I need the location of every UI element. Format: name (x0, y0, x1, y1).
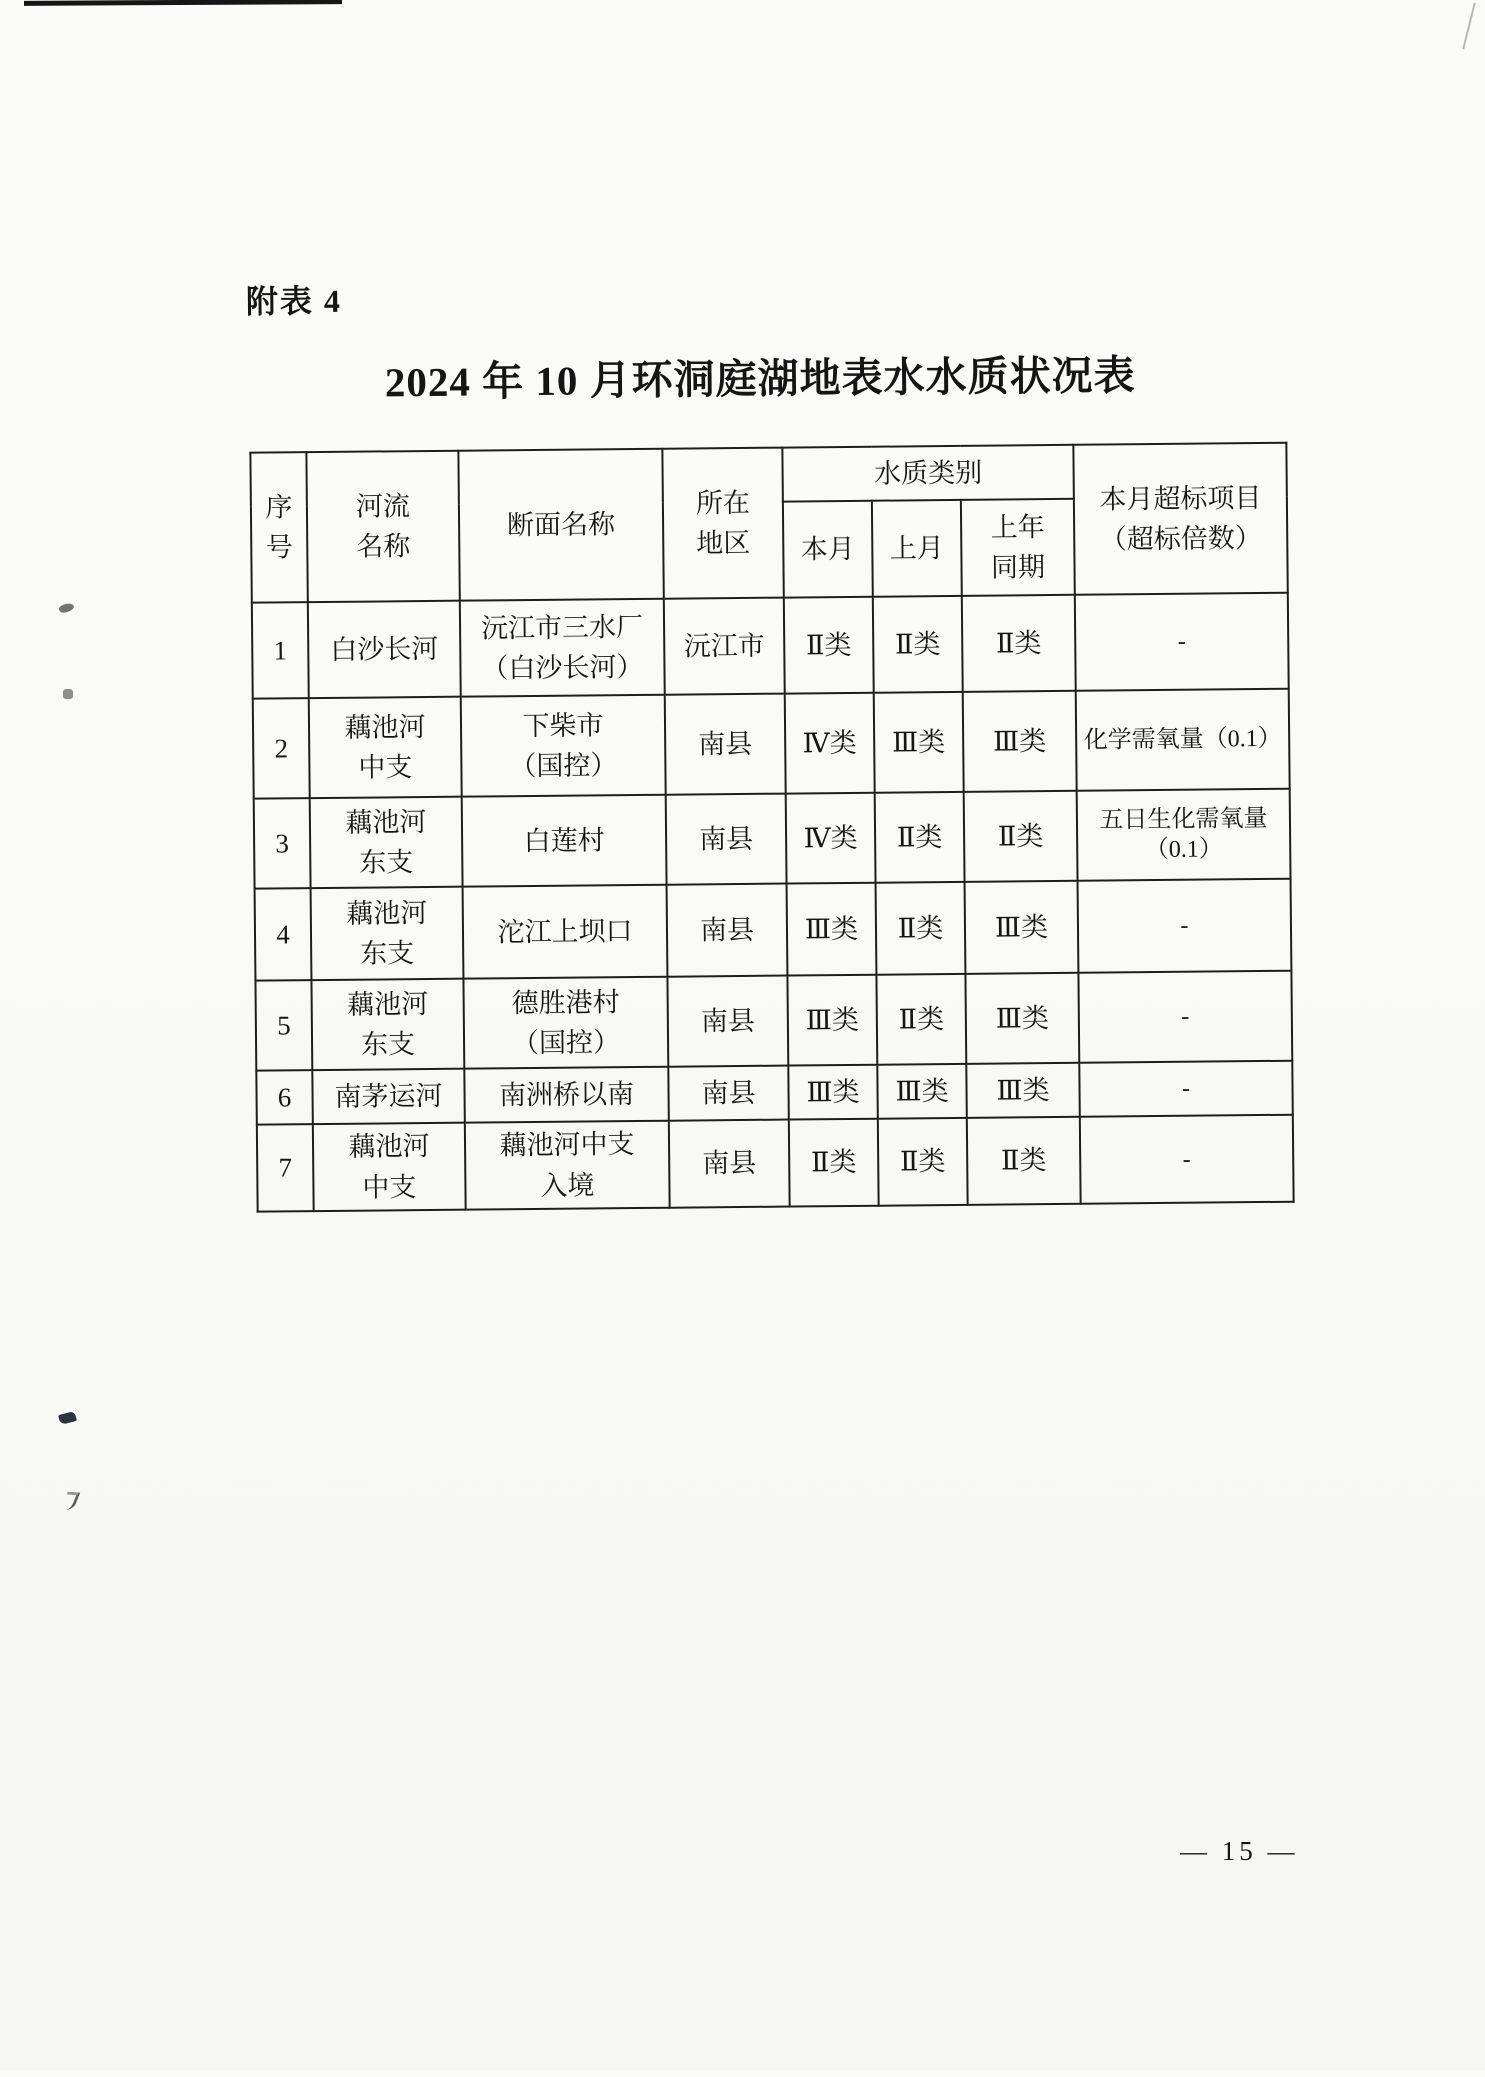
cell-last-year: Ⅲ类 (963, 691, 1077, 792)
cell-no: 6 (256, 1070, 313, 1125)
cell-section: 德胜港村 （国控） (463, 977, 668, 1069)
cell-river: 藕池河 东支 (311, 887, 464, 980)
table-row (257, 1115, 1294, 1212)
cell-this-month: Ⅲ类 (787, 975, 877, 1066)
cell-river: 藕池河 东支 (311, 979, 464, 1070)
scan-smudge (63, 689, 73, 699)
header-last-year-same-period: 上年 同期 (961, 499, 1075, 596)
cell-no: 3 (254, 798, 311, 889)
cell-last-year: Ⅲ类 (966, 1063, 1080, 1118)
cell-exceed: - (1078, 971, 1292, 1063)
cell-section: 白莲村 (462, 795, 667, 887)
page-title: 2024 年 10 月环洞庭湖地表水水质状况表 (384, 352, 1136, 406)
header-no: 序 号 (250, 452, 307, 603)
cell-this-month: Ⅳ类 (785, 693, 875, 794)
header-quality-group: 水质类别 (782, 445, 1074, 502)
cell-last-month: Ⅲ类 (877, 1064, 967, 1119)
cell-section: 沱江上坝口 (463, 885, 668, 979)
cell-exceed: - (1079, 1061, 1293, 1117)
cell-last-month: Ⅱ类 (875, 792, 965, 883)
header-exceed-items: 本月超标项目 （超标倍数） (1073, 443, 1287, 595)
header-last-month: 上月 (872, 500, 962, 597)
cell-region: 南县 (666, 794, 787, 885)
cell-last-month: Ⅱ类 (873, 596, 963, 693)
cell-last-year: Ⅲ类 (965, 881, 1079, 974)
cell-last-month: Ⅲ类 (874, 692, 964, 793)
cell-last-year: Ⅲ类 (965, 973, 1079, 1064)
cell-last-year: Ⅱ类 (962, 595, 1076, 692)
cell-no: 1 (252, 602, 309, 699)
attachment-label: 附表 4 (245, 282, 343, 320)
header-section-name: 断面名称 (458, 449, 663, 601)
cell-exceed: - (1075, 593, 1289, 691)
cell-this-month: Ⅲ类 (788, 1065, 878, 1120)
cell-exceed: 化学需氧量（0.1） (1076, 689, 1290, 791)
cell-region: 沅江市 (664, 598, 785, 695)
cell-river: 藕池河 东支 (310, 797, 463, 888)
cell-region: 南县 (665, 694, 786, 795)
cell-this-month: Ⅱ类 (789, 1119, 879, 1207)
water-quality-table (249, 442, 1294, 1213)
header-river-name: 河流 名称 (306, 451, 459, 602)
cell-section: 沅江市三水厂 （白沙长河） (460, 599, 665, 697)
table-row (255, 971, 1292, 1071)
table-row (252, 593, 1289, 699)
table-row (253, 689, 1290, 799)
cell-this-month: Ⅳ类 (786, 793, 876, 884)
table-row (255, 879, 1292, 981)
cell-this-month: Ⅲ类 (787, 883, 877, 976)
cell-region: 南县 (667, 976, 788, 1067)
cell-region: 南县 (669, 1120, 790, 1208)
cell-region: 南县 (667, 884, 788, 977)
cell-no: 4 (255, 888, 312, 981)
header-row-1 (250, 443, 1286, 507)
cell-exceed: - (1078, 879, 1292, 973)
cell-river: 藕池河 中支 (309, 697, 462, 798)
table-row (254, 789, 1291, 889)
cell-region: 南县 (668, 1066, 789, 1121)
cell-this-month: Ⅱ类 (784, 597, 874, 694)
cell-section: 藕池河中支 入境 (465, 1121, 670, 1210)
table-row (256, 1061, 1292, 1125)
cell-no: 7 (257, 1124, 314, 1212)
cell-exceed: 五日生化需氧量 （0.1） (1077, 789, 1291, 881)
cell-section: 下柴市 （国控） (461, 695, 666, 797)
page-number: — 15 — (1180, 1836, 1299, 1866)
header-this-month: 本月 (783, 501, 873, 598)
cell-river: 南茅运河 (312, 1069, 465, 1124)
cell-last-year: Ⅱ类 (967, 1117, 1081, 1205)
cell-last-month: Ⅱ类 (878, 1118, 968, 1206)
cell-last-month: Ⅱ类 (876, 882, 966, 975)
cell-last-month: Ⅱ类 (876, 974, 966, 1065)
cell-no: 2 (253, 698, 310, 799)
cell-river: 白沙长河 (308, 601, 461, 698)
cell-exceed: - (1080, 1115, 1294, 1204)
header-region: 所在 地区 (662, 448, 783, 599)
cell-no: 5 (255, 980, 312, 1071)
cell-last-year: Ⅱ类 (964, 791, 1078, 882)
cell-section: 南洲桥以南 (464, 1067, 669, 1123)
cell-river: 藕池河 中支 (313, 1123, 466, 1211)
